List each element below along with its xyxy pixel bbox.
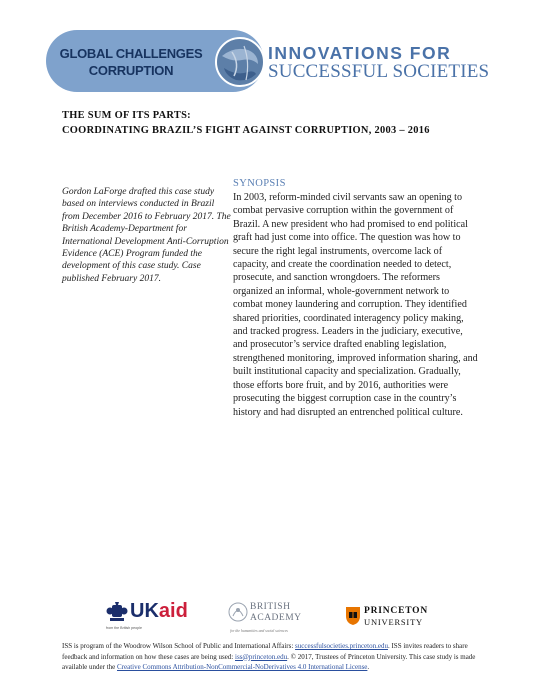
banner-label <box>46 45 216 79</box>
british-line-2: ACADEMY <box>250 613 302 623</box>
synopsis-body: In 2003, reform-minded civil servants saw an opening to combat pervasive corruption within the government of Brazil. A new president who had promised to end political graft had just come into office. The question was how to secure the right legal instruments, overcome lack of capacity, and create the coordination needed to detect, prosecute, and sanction wrongdoers. The reformers organized an informal, whole-government network to combat money laundering and corruption. They identified shared priorities, coordinated interagency policy making, and tracked progress. Leaders in the judiciary, executive, and prosecutor’s service drafted enabling legislation, strengthened monitoring, improved information sharing, and built institutional capacity and specialization. Gradually, those efforts bore fruit, and by 2016, authorities were prosecuting the biggest corruption case in the country’s history and had disrupted an entrenched political culture. <box>233 192 478 418</box>
banner-line-1: GLOBAL CHALLENGES <box>59 46 203 61</box>
footer-link-license[interactable]: Creative Commons Attribution-NonCommercial-NoDerivatives 4.0 International License <box>117 663 368 671</box>
ukaid-aid: aid <box>158 600 188 622</box>
academy-crest-icon <box>228 602 248 628</box>
footer-link-email[interactable]: iss@princeton.edu <box>235 652 288 661</box>
footer-text-2: . ISS invites readers to share feedback and information on how these cases are being used: <box>62 642 468 661</box>
footer-link-website[interactable]: successfulsocieties.princeton.edu <box>295 642 388 650</box>
page-title <box>62 108 430 138</box>
footer-text-4: . <box>367 663 370 671</box>
crest-icon <box>106 602 128 626</box>
brand-title-bottom: SUCCESSFUL SOCIETIES <box>268 61 490 82</box>
british-academy-logo <box>228 602 328 638</box>
british-tagline: for the humanities and social sciences <box>230 629 288 633</box>
brand-title-top: INNOVATIONS FOR <box>268 43 452 63</box>
footer-text-1: ISS is program of the Woodrow Wilson School of Public and International Affairs: <box>62 642 296 650</box>
princeton-line-2: UNIVERSITY <box>364 617 423 627</box>
synopsis-heading: SYNOPSIS <box>233 178 286 189</box>
banner-line-2: CORRUPTION <box>88 63 174 78</box>
british-line-1: BRITISH <box>250 602 291 612</box>
shield-icon <box>345 606 361 626</box>
title-line-2: COORDINATING BRAZIL’S FIGHT AGAINST CORRUPTION, 2003 – 2016 <box>62 125 430 136</box>
footer-note <box>62 641 486 673</box>
globe-icon <box>214 36 266 88</box>
author-note: Gordon LaForge drafted this case study based on interviews conducted in Brazil from December 2016 to February 2017. The British Academy-Department for International Development Anti-Corruption Evidence (ACE) Program funded the development of this case study. Case published February 2017. <box>62 187 231 284</box>
ukaid-caption: from the British people <box>106 626 142 630</box>
princeton-line-1: PRINCETON <box>364 606 429 616</box>
ukaid-uk: UK <box>130 600 159 622</box>
title-line-1: THE SUM OF ITS PARTS: <box>62 110 191 121</box>
footer-text-3: . © 2017, Trustees of Princeton University. This case study is made available under the <box>62 652 476 671</box>
